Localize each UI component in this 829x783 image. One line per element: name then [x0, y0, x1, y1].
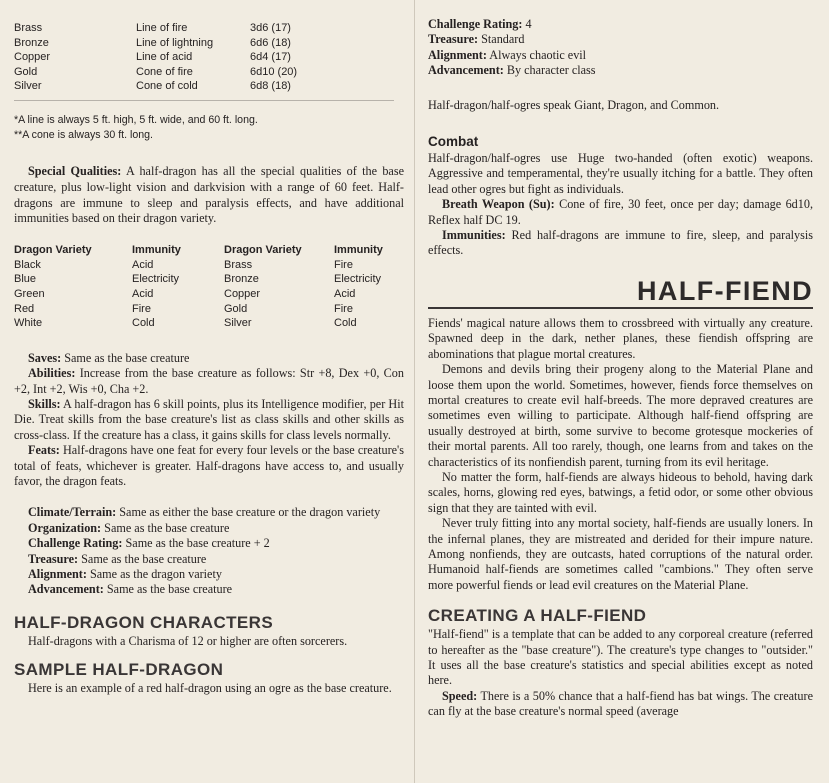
table-cell: Line of lightning — [136, 36, 214, 49]
table-row — [14, 316, 394, 331]
creating-half-fiend-heading: CREATING A HALF-FIEND — [428, 606, 647, 626]
immunities-paragraph: Immunities: Red half-dragons are immune to fire, sleep, and paralysis effects. — [428, 228, 813, 258]
table-cell: Acid — [132, 258, 154, 271]
table-row — [14, 79, 334, 94]
half-fiend-paragraph-2: Demons and devils bring their progeny along to the Material Plane and loose them upon the world. Sometimes, however, fiends force themselves on mortal creatures to create evil half-breeds. The more depraved creatures are sometimes even willing to participate. Although half-fiend offspring are usually destroyed at birth, some survive to become grotesque mockeries of their mortal parents. All too rarely, though, one learns from and takes on the characteristics of its nonfiendish parent, turning from its evil heritage. — [428, 362, 813, 469]
table-cell: Blue — [14, 273, 37, 286]
column-header: Immunity — [132, 244, 181, 257]
table-cell: Red — [14, 302, 35, 315]
table-cell: Acid — [334, 287, 356, 300]
table-row — [14, 272, 394, 287]
right-column — [428, 0, 813, 720]
table-row — [14, 65, 334, 80]
table-cell: Silver — [14, 80, 42, 93]
column-header: Dragon Variety — [14, 244, 92, 257]
column-header: Immunity — [334, 244, 383, 257]
sample-treasure: Treasure: Standard — [428, 32, 525, 47]
table-row — [14, 50, 334, 65]
table-row — [14, 287, 394, 302]
table-cell: White — [14, 317, 43, 330]
divider — [14, 100, 394, 101]
combat-heading: Combat — [428, 134, 479, 150]
table-cell: 6d10 (20) — [250, 65, 298, 78]
table-cell: 3d6 (17) — [250, 22, 291, 34]
sample-advancement: Advancement: By character class — [428, 63, 596, 78]
breath-weapon-paragraph: Breath Weapon (Su): Cone of fire, 30 feet, once per day; damage 6d10, Reflex half DC 19. — [428, 197, 813, 227]
table-row — [14, 258, 394, 273]
table-cell: Fire — [334, 302, 353, 315]
special-qualities-text: A half-dragon has all the special qualities of the base creature, plus low-light vision and darkvision with a range of 60 feet. Half-dragons are immune to sleep and paralysis effects, and have additional immunities based on their dragon variety. — [14, 163, 404, 226]
table-cell: Brass — [224, 258, 253, 271]
half-fiend-intro — [428, 316, 813, 593]
table-cell: Line of acid — [136, 51, 193, 64]
sample-challenge-rating: Challenge Rating: 4 — [428, 17, 532, 31]
table-cell: Line of fire — [136, 22, 188, 34]
half-fiend-paragraph-3: No matter the form, half-fiends are always hideous to behold, having dark scales, horns, glowing red eyes, batwings, a fetid odor, or some other obvious sign that they are tainted with evil. — [428, 469, 813, 515]
stat-challenge-rating: Challenge Rating: Same as the base creature + 2 — [28, 536, 270, 551]
column-gutter — [414, 0, 415, 783]
table-cell: 6d6 (18) — [250, 36, 291, 49]
stat-advancement: Advancement: Same as the base creature — [28, 582, 233, 597]
half-dragon-characters-text: Half-dragons with a Charisma of 12 or higher are often sorcerers. — [28, 633, 348, 648]
stat-climate: Climate/Terrain: Same as either the base creature or the dragon variety — [28, 505, 381, 520]
traits-block — [14, 351, 404, 490]
stat-treasure: Treasure: Same as the base creature — [28, 551, 207, 566]
table-row — [14, 36, 334, 51]
table-cell: Cold — [334, 317, 357, 330]
sample-alignment: Alignment: Always chaotic evil — [428, 47, 587, 62]
table-cell: Gold — [14, 65, 38, 78]
table-cell: Silver — [224, 317, 252, 330]
table-cell: Electricity — [334, 273, 382, 286]
table-cell: Copper — [224, 287, 261, 300]
special-qualities-label: Special Qualities: — [28, 163, 122, 178]
half-fiend-heading: HALF-FIEND — [428, 275, 813, 309]
trait-skills: Skills: A half-dragon has 6 skill points, plus its Intelligence modifier, per Hit Die. Treat skills from the base creature's list as class skills and other skills as cross-class. If the creature has a class, it gains skills for class levels normally. — [14, 396, 404, 442]
line-note: *A line is always 5 ft. high, 5 ft. wide, and 60 ft. long. — [14, 113, 258, 126]
column-header: Dragon Variety — [224, 244, 302, 257]
table-cell: Green — [14, 287, 45, 300]
half-dragon-characters-heading: HALF-DRAGON CHARACTERS — [14, 612, 274, 632]
languages-text: Half-dragon/half-ogres speak Giant, Dragon, and Common. — [428, 97, 720, 112]
half-fiend-paragraph-4: Never truly fitting into any mortal society, half-fiends are usually loners. In the infernal planes, they are mistreated and derided for their impure nature. Among nonfiends, they are outcasts, hated corruptions of the natural order. Humanoid half-fiends are sometimes called "cambions." They often serve more powerful fiends or lead evil creatures on the Material Plane. — [428, 516, 813, 592]
creating-half-fiend-text: "Half-fiend" is a template that can be added to any corporeal creature (referred to hereafter as the "base creature"). The creature's type changes to "outsider." It uses all the base creature's statistics and special abilities except as noted here. — [428, 627, 813, 688]
table-cell: Bronze — [224, 273, 259, 286]
table-cell: Cone of cold — [136, 80, 198, 93]
table-cell: Cone of fire — [136, 65, 193, 78]
breath-weapon-label: Breath Weapon (Su): — [442, 197, 555, 212]
table-cell: Acid — [132, 287, 154, 300]
cone-note: **A cone is always 30 ft. long. — [14, 128, 153, 141]
table-cell: Copper — [14, 51, 51, 64]
immunities-label: Immunities: — [442, 228, 506, 243]
speed-label: Speed: — [442, 688, 478, 703]
trait-saves: Saves: Same as the base creature — [28, 350, 190, 365]
half-fiend-paragraph-1: Fiends' magical nature allows them to crossbreed with virtually any creature. Spawned deep in the dark, nether planes, these fiendish offspring are abominations that plague mortal creatures. — [428, 315, 813, 361]
table-cell: Brass — [14, 22, 43, 34]
table-cell: 6d8 (18) — [250, 80, 291, 93]
stat-block — [14, 505, 404, 597]
table-row — [14, 302, 394, 317]
table-cell: Fire — [132, 302, 151, 315]
speed-paragraph: Speed: There is a 50% chance that a half-fiend has bat wings. The creature can fly at the base creature's normal speed (average — [428, 688, 813, 719]
trait-abilities: Abilities: Increase from the base creature as follows: Str +8, Dex +0, Con +2, Int +2, Wis +0, Cha +2. — [14, 366, 404, 396]
table-cell: Bronze — [14, 36, 49, 49]
table-cell: Cold — [132, 317, 155, 330]
table-cell: Gold — [224, 302, 248, 315]
immunity-table — [14, 243, 394, 331]
left-column — [14, 0, 404, 697]
special-qualities-paragraph — [14, 164, 404, 227]
sample-stat-block — [428, 17, 813, 79]
stat-organization: Organization: Same as the base creature — [28, 520, 230, 535]
sample-half-dragon-text: Here is an example of a red half-dragon using an ogre as the base creature. — [28, 681, 392, 696]
table-notes — [14, 113, 404, 143]
table-cell: Black — [14, 258, 41, 271]
table-cell: Fire — [334, 258, 353, 271]
trait-feats: Feats: Half-dragons have one feat for every four levels or the base creature's total of feats, whichever is greater. Half-dragons have access to, and usually favor, the dragon feats. — [14, 443, 404, 488]
stat-alignment: Alignment: Same as the dragon variety — [28, 567, 222, 581]
table-cell: Electricity — [132, 273, 180, 286]
combat-text: Half-dragon/half-ogres use Huge two-handed (often exotic) weapons. Aggressive and temperamental, they're usually itching for a battle. They often lead other ogres but fight as individuals. — [428, 151, 813, 196]
sample-half-dragon-heading: SAMPLE HALF-DRAGON — [14, 660, 224, 680]
breath-weapon-table — [14, 21, 334, 94]
table-cell: 6d4 (17) — [250, 51, 291, 64]
table-row — [14, 21, 334, 36]
